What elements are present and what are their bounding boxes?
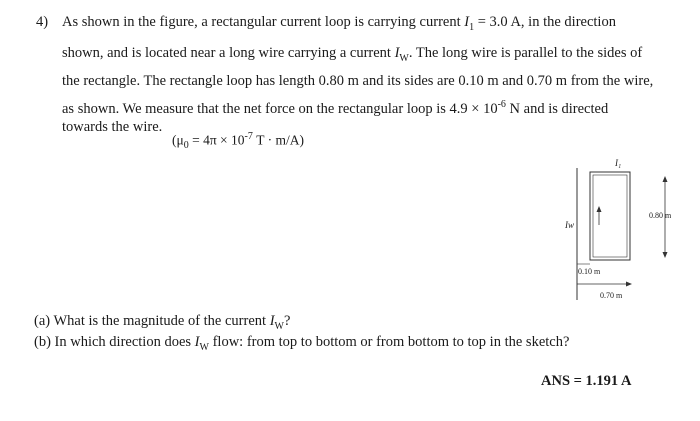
question-b: (b) In which direction does $I_W$ flow: from top to bottom or from bottom to top in the sketch? xyxy=(34,334,570,353)
i1-label: I₁ xyxy=(615,158,622,168)
problem-line-1: As shown in the figure, a rectangular current loop is carrying current $I_1 = 3.0$ A, in the direction xyxy=(62,14,616,33)
iw-label: Iw xyxy=(565,220,574,230)
problem-line-2: shown, and is located near a long wire carrying a current $I_W$. The long wire is parallel to the sides of xyxy=(62,45,643,64)
length-arrow-up xyxy=(663,176,668,182)
problem-line-3: the rectangle. The rectangle loop has length 0.80 m and its sides are 0.10 m and 0.70 m from the wire, xyxy=(62,73,654,89)
loop-and-wire-figure xyxy=(555,150,695,310)
far-gap-label: 0.70 m xyxy=(600,291,623,300)
problem-number: 4) xyxy=(36,14,49,30)
problem-line-5: towards the wire. xyxy=(62,119,163,135)
length-label: 0.80 m xyxy=(649,211,672,220)
question-a: (a) What is the magnitude of the current $I_W$? xyxy=(34,313,291,332)
loop-arrowhead xyxy=(597,206,602,212)
far-gap-arrowhead xyxy=(626,282,632,287)
length-arrow-down xyxy=(663,252,668,258)
problem-line-4: as shown. We measure that the net force on the rectangular loop is $4.9 \times 10^{-6}$ N and is directed xyxy=(62,99,609,117)
answer: ANS = 1.191 A xyxy=(541,373,632,389)
current-loop xyxy=(590,172,630,260)
current-loop-inner xyxy=(593,175,627,257)
permeability-constant: ($\mu_0 = 4\pi \times 10^{-7}$ T · m/A) xyxy=(172,131,304,152)
near-gap-label: 0.10 m xyxy=(578,267,601,276)
